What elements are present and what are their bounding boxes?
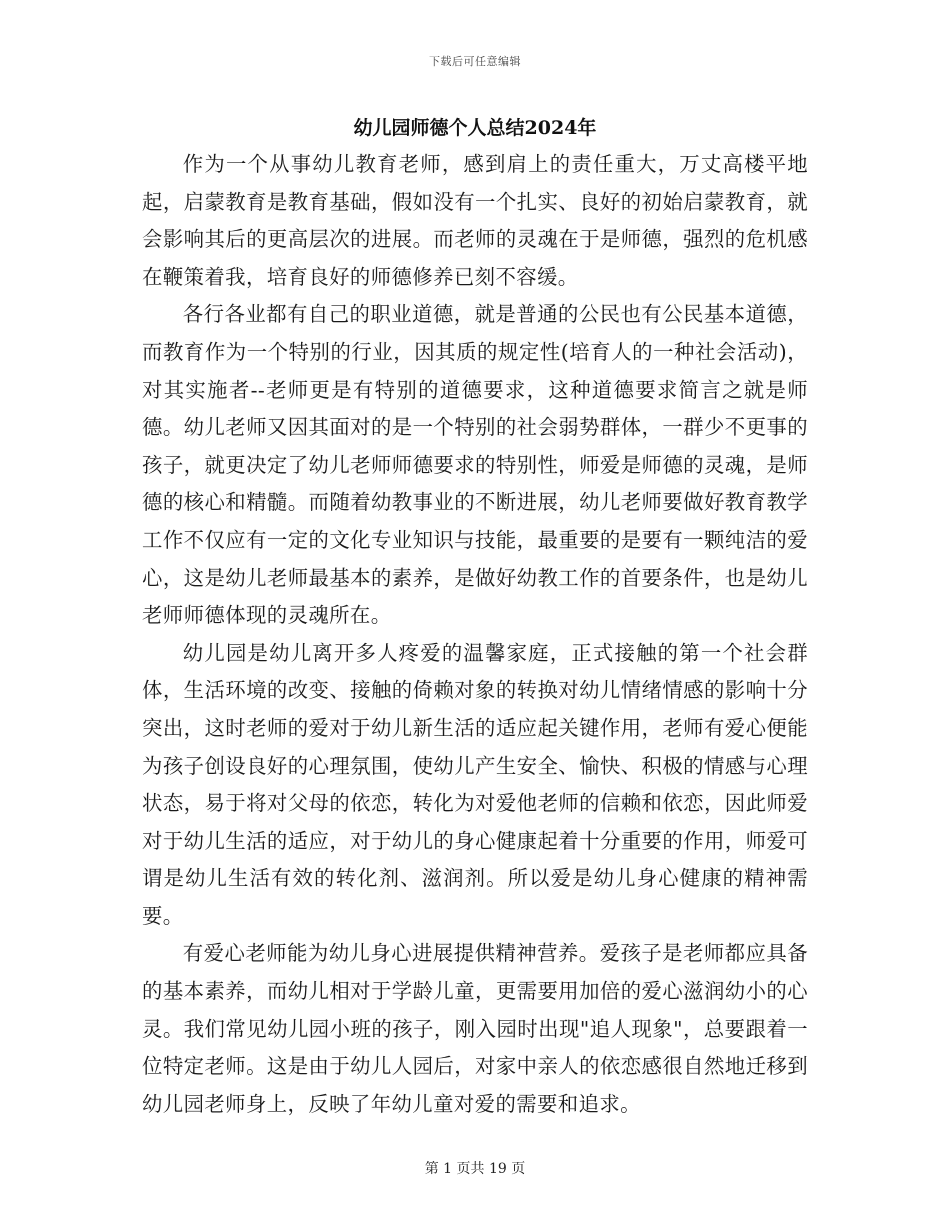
header-note: 下载后可任意编辑 xyxy=(429,55,521,68)
document-body xyxy=(142,146,808,1123)
paragraph: 作为一个从事幼儿教育老师，感到肩上的责任重大，万丈高楼平地起，启蒙教育是教育基础，假如没有一个扎实、良好的初始启蒙教育，就会影响其后的更高层次的进展。而老师的灵魂在于是师德，强烈的危机感在鞭策着我，培育良好的师德修养已刻不容缓。 xyxy=(142,152,808,289)
page-number-footer: 第 1 页共 19 页 xyxy=(424,1161,526,1177)
paragraph: 各行各业都有自己的职业道德，就是普通的公民也有公民基本道德，而教育作为一个特别的行业，因其质的规定性(培育人的一种社会活动)，对其实施者--老师更是有特别的道德要求，这种道德要求简言之就是师德。幼儿老师又因其面对的是一个特别的社会弱势群体，一群少不更事的孩子，就更决定了幼儿老师师德要求的特别性，师爱是师德的灵魂，是师德的核心和精髓。而随着幼教事业的不断进展，幼儿老师要做好教育教学工作不仅应有一定的文化专业知识与技能，最重要的是要有一颗纯洁的爱心，这是幼儿老师最基本的素养，是做好幼教工作的首要条件，也是幼儿老师师德体现的灵魂所在。 xyxy=(142,302,808,628)
document-title: 幼儿园师德个人总结2024年 xyxy=(353,117,597,139)
paragraph: 有爱心老师能为幼儿身心进展提供精神营养。爱孩子是老师都应具备的基本素养，而幼儿相对于学龄儿童，更需要用加倍的爱心滋润幼小的心灵。我们常见幼儿园小班的孩子，刚入园时出现"追人现象"，总要跟着一位特定老师。这是由于幼儿人园后，对家中亲人的依恋感很自然地迁移到幼儿园老师身上，反映了年幼儿童对爱的需要和追求。 xyxy=(142,941,808,1116)
paragraph: 幼儿园是幼儿离开多人疼爱的温馨家庭，正式接触的第一个社会群体，生活环境的改变、接触的倚赖对象的转换对幼儿情绪情感的影响十分突出，这时老师的爱对于幼儿新生活的适应起关键作用，老师有爱心便能为孩子创设良好的心理氛围，使幼儿产生安全、愉快、积极的情感与心理状态，易于将对父母的依恋，转化为对爱他老师的信赖和依恋，因此师爱对于幼儿生活的适应，对于幼儿的身心健康起着十分重要的作用，师爱可谓是幼儿生活有效的转化剂、滋润剂。所以爱是幼儿身心健康的精神需要。 xyxy=(142,640,808,928)
